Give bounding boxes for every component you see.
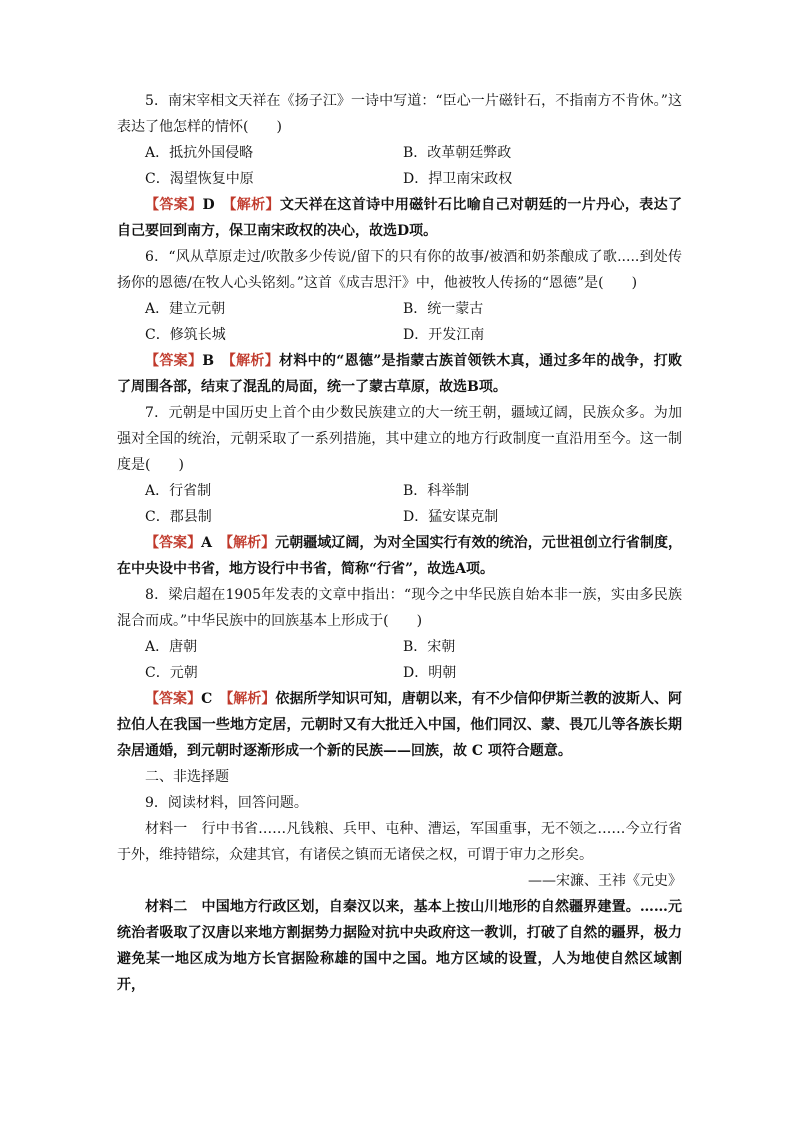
question-8 — [117, 582, 682, 764]
analysis-tag: 【解析】 — [228, 353, 280, 369]
option-a: A．行省制 — [145, 483, 212, 499]
option-c: C．元朝 — [145, 665, 198, 681]
answer-value: D — [202, 197, 230, 213]
question-9-stem: 9．阅读材料，回答问题。 — [145, 795, 308, 811]
option-c: C．渴望恢复中原 — [145, 171, 254, 187]
answer-analysis — [117, 192, 682, 244]
analysis-text: 元朝疆域辽阔，为对全国实行有效的统治，元世祖创立行省制度，在中央设中书省，地方设行中书省，简称“行省”，故选A项。 — [117, 535, 682, 577]
material-1-source: ——宋濂、王祎《元史》 — [528, 873, 682, 889]
analysis-tag: 【解析】 — [226, 535, 276, 551]
option-c: C．修筑长城 — [145, 327, 226, 343]
option-d: D．开发江南 — [403, 327, 485, 343]
section-heading: 二、非选择题 — [145, 769, 229, 785]
answer-tag: 【答案】 — [145, 691, 202, 707]
answer-analysis — [117, 348, 682, 400]
option-b: B．统一蒙古 — [403, 301, 484, 317]
analysis-text: 文天祥在这首诗中用磁针石比喻自己对朝廷的一片丹心，表达了自己要回到南方，保卫南宋政权的决心，故选D项。 — [117, 197, 683, 239]
options — [117, 634, 682, 686]
options — [117, 140, 682, 192]
answer-tag: 【答案】 — [145, 197, 203, 213]
option-d: D．猛安谋克制 — [403, 509, 499, 525]
question-6 — [117, 244, 682, 400]
answer-analysis — [117, 530, 682, 582]
question-stem: 8．梁启超在1905年发表的文章中指出：“现今之中华民族自始本非一族，实由多民族混合而成。”中华民族中的回族基本上形成于( ) — [117, 587, 682, 629]
answer-analysis — [117, 686, 682, 764]
option-a: A．建立元朝 — [145, 301, 226, 317]
question-7 — [117, 400, 682, 582]
answer-tag: 【答案】 — [145, 353, 203, 369]
question-5 — [117, 88, 682, 244]
analysis-text: 材料中的“恩德”是指蒙古族首领铁木真，通过多年的战争，打败了周围各部，结束了混乱的局面，统一了蒙古草原，故选B项。 — [117, 353, 683, 395]
question-stem: 7．元朝是中国历史上首个由少数民族建立的大一统王朝，疆域辽阔，民族众多。为加强对全国的统治，元朝采取了一系列措施，其中建立的地方行政制度一直沿用至今。这一制度是( ) — [117, 405, 682, 473]
material-2: 材料二 中国地方行政区划，自秦汉以来，基本上按山川地形的自然疆界建置。……元统治者吸取了汉唐以来地方割据势力据险对抗中央政府这一教训，打破了自然的疆界，极力避免某一地区成为地方长官据险称雄的国中之国。地方区域的设置，人为地使自然区域割开， — [117, 899, 682, 993]
option-c: C．郡县制 — [145, 509, 212, 525]
option-b: B．宋朝 — [403, 639, 456, 655]
option-d: D．捍卫南宋政权 — [403, 171, 513, 187]
material-1: 材料一 行中书省……凡钱粮、兵甲、屯种、漕运，军国重事，无不领之……今立行省于外，维持错综，众建其官，有诸侯之镇而无诸侯之权，可谓于审力之形矣。 — [117, 821, 682, 863]
answer-value: A — [201, 535, 227, 551]
option-a: A．抵抗外国侵略 — [145, 145, 254, 161]
answer-tag: 【答案】 — [145, 535, 202, 551]
answer-value: B — [202, 353, 229, 369]
options — [117, 478, 682, 530]
analysis-tag: 【解析】 — [226, 691, 276, 707]
analysis-tag: 【解析】 — [229, 197, 280, 213]
option-d: D．明朝 — [403, 665, 457, 681]
option-b: B．科举制 — [403, 483, 470, 499]
question-stem: 5．南宋宰相文天祥在《扬子江》一诗中写道：“臣心一片磁针石，不指南方不肯休。”这表达了他怎样的情怀( ) — [117, 93, 682, 135]
options — [117, 296, 682, 348]
answer-value: C — [201, 691, 227, 707]
option-a: A．唐朝 — [145, 639, 198, 655]
option-b: B．改革朝廷弊政 — [403, 145, 512, 161]
document-page — [117, 88, 682, 998]
question-stem: 6．“风从草原走过/吹散多少传说/留下的只有你的故事/被酒和奶茶酿成了歌.....到处传扬你的恩德/在牧人心头铭刻。”这首《成吉思汗》中，他被牧人传扬的“恩德”是( ) — [117, 249, 682, 291]
analysis-text: 依据所学知识可知，唐朝以来，有不少信仰伊斯兰教的波斯人、阿拉伯人在我国一些地方定居，元朝时又有大批迁入中国，他们同汉、蒙、畏兀儿等各族长期杂居通婚，到元朝时逐渐形成一个新的民族——回族，故 C 项符合题意。 — [117, 691, 682, 759]
